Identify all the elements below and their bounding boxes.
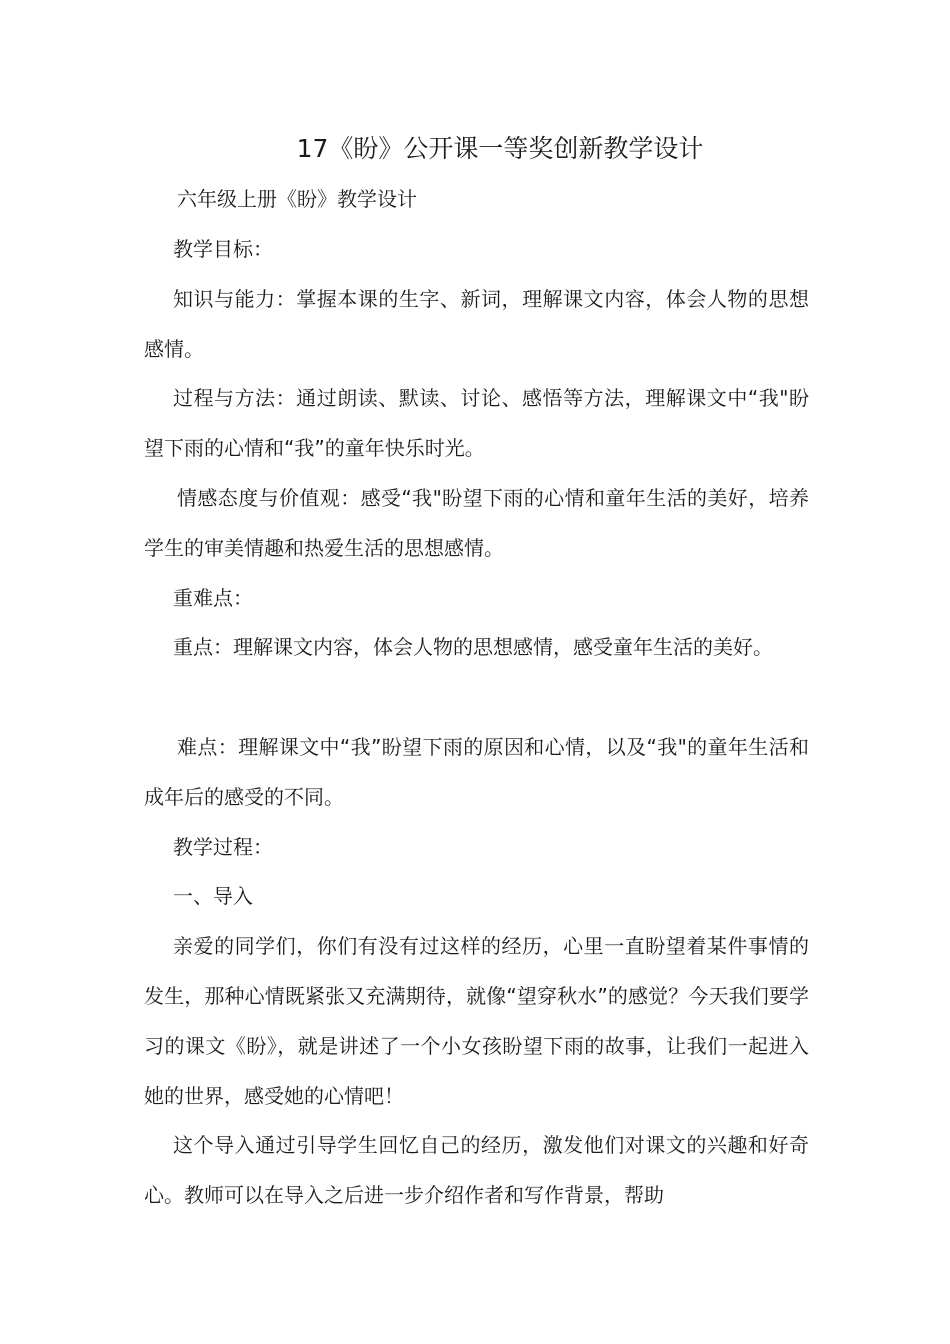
section-introduction-heading: 一、导入 <box>173 884 253 908</box>
goal-knowledge-paragraph: 知识与能力：掌握本课的生字、新词，理解课文内容，体会人物的思想感情。 <box>144 287 809 361</box>
difficult-point-paragraph: 难点：理解课文中“我”盼望下雨的原因和心情，以及“我"的童年生活和成年后的感受的不同。 <box>144 735 809 809</box>
teaching-goals-heading: 教学目标： <box>173 237 273 261</box>
subtitle-paragraph: 六年级上册《盼》教学设计 <box>177 187 417 211</box>
teaching-process-heading: 教学过程： <box>173 835 273 859</box>
key-point-paragraph: 重点：理解课文内容，体会人物的思想感情，感受童年生活的美好。 <box>173 635 773 659</box>
goal-emotion-paragraph: 情感态度与价值观：感受“我"盼望下雨的心情和童年生活的美好，培养学生的审美情趣和热爱生活的思想感情。 <box>144 486 809 560</box>
introduction-note-paragraph: 这个导入通过引导学生回忆自己的经历，激发他们对课文的兴趣和好奇心。教师可以在导入之后进一步介绍作者和写作背景，帮助 <box>144 1133 809 1207</box>
document-title: 17《盼》公开课一等奖创新教学设计 <box>296 134 704 163</box>
goal-process-paragraph: 过程与方法：通过朗读、默读、讨论、感悟等方法，理解课文中“我"盼望下雨的心情和“我”的童年快乐时光。 <box>144 386 809 460</box>
introduction-paragraph: 亲爱的同学们，你们有没有过这样的经历，心里一直盼望着某件事情的发生，那种心情既紧张又充满期待，就像“望穿秋水”的感觉？今天我们要学习的课文《盼》，就是讲述了一个小女孩盼望下雨的故事，让我们一起进入她的世界，感受她的心情吧！ <box>144 934 809 1108</box>
key-points-heading: 重难点： <box>173 586 253 610</box>
